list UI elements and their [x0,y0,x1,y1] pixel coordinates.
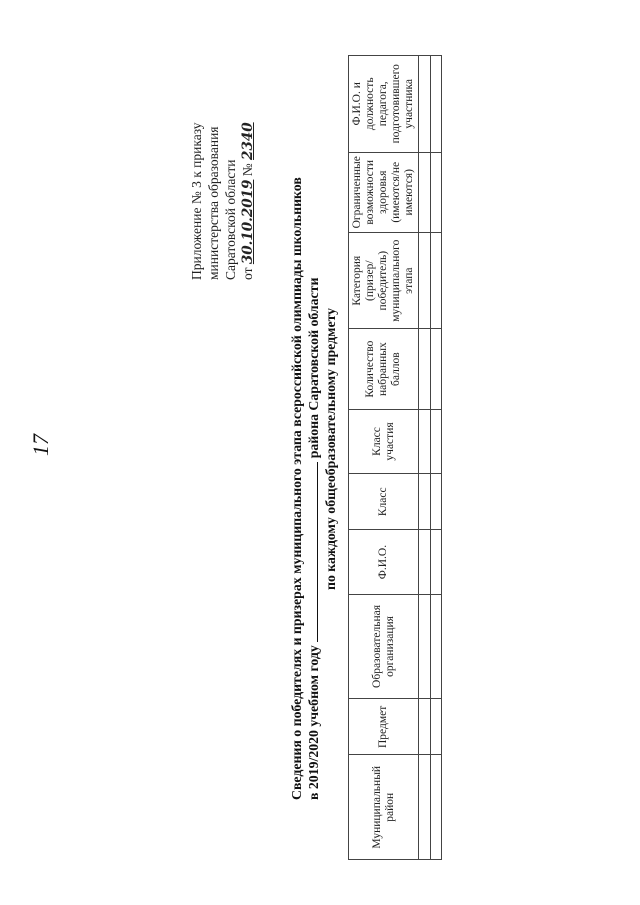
header-organization: Образовательная организация [349,594,419,699]
header-participation-grade: Класс участия [349,409,419,473]
table-cell [419,699,431,755]
page-number: 17 [28,434,53,456]
header-subject: Предмет [349,699,419,755]
header-full-name: Ф.И.О. [349,530,419,594]
title-year-text: в 2019/2020 учебном году [306,645,321,800]
table-cell [419,594,431,699]
results-table-wrap [348,55,442,860]
table-cell [419,755,431,860]
appendix-line-1: Приложение № 3 к приказу [189,122,204,280]
table-cell [430,409,442,473]
title-row-2 [305,40,322,800]
table-cell [419,56,431,153]
header-health-limitations: Ограниченные возможности здоровья (имеются/не имеются) [349,152,419,232]
table-cell [430,56,442,153]
title-row-3: по каждому общеобразовательному предмету [323,307,338,590]
table-cell [419,409,431,473]
table-cell [419,530,431,594]
header-score: Количество набранных баллов [349,329,419,409]
title-row-1: Сведения о победителях и призерах муниципального этапа всероссийской олимпиады школьников [289,177,304,800]
document-sheet [48,40,448,870]
table-cell [430,699,442,755]
table-cell [419,232,431,328]
table-cell [430,232,442,328]
appendix-block [188,40,257,280]
table-cell [430,594,442,699]
table-cell [419,329,431,409]
table-cell [430,474,442,530]
results-table [348,55,442,860]
handwritten-number: 2340 [240,122,256,160]
table-row [419,56,431,860]
table-cell [430,329,442,409]
appendix-line-2: министерства образования [206,126,221,280]
table-header-row [349,56,419,860]
table-cell [419,474,431,530]
appendix-date-line [239,40,257,280]
title-region-text: района Саратовской области [306,277,321,459]
header-municipal-district: Муниципальный район [349,755,419,860]
appendix-line-3: Саратовской области [223,159,238,280]
table-cell [430,152,442,232]
number-prefix: № [240,163,255,177]
table-cell [419,152,431,232]
handwritten-date: 30.10.2019 [240,179,256,265]
blank-fill-line [307,462,318,642]
date-prefix: от [240,267,255,280]
header-teacher: Ф.И.О. и должность педагога, подготовившего участника [349,56,419,153]
table-row [430,56,442,860]
table-cell [430,755,442,860]
header-grade: Класс [349,474,419,530]
header-category: Категория (призер/ победитель) муниципального этапа [349,232,419,328]
table-cell [430,530,442,594]
document-title [288,40,339,800]
